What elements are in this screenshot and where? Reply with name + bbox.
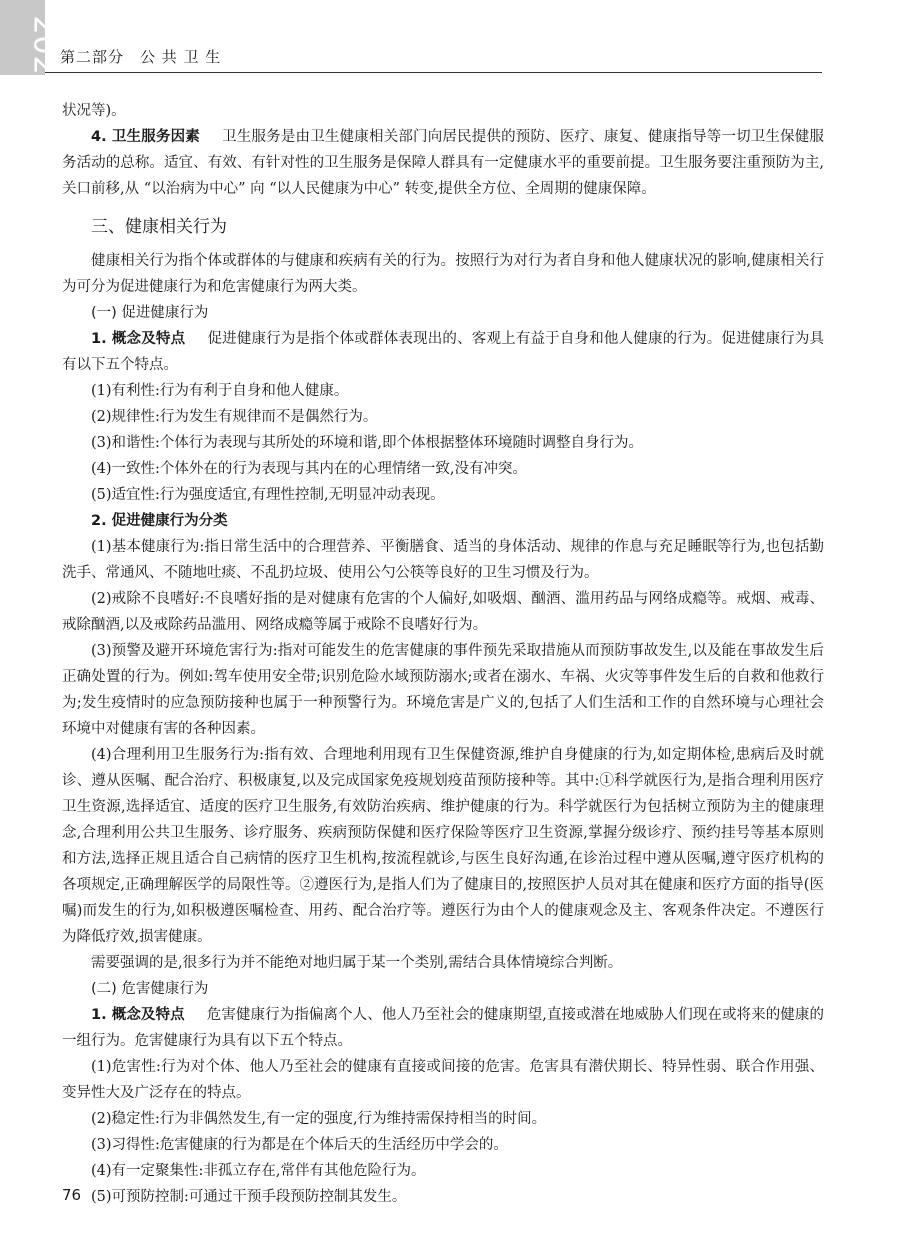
paragraph-text: 促进健康行为是指个体或群体表现出的、客观上有益于自身和他人健康的行为。促进健康行为具有以下五个特点。 — [62, 331, 825, 373]
paragraph — [62, 1184, 824, 1210]
paragraph — [62, 508, 824, 534]
paragraph — [62, 950, 824, 976]
paragraph-text: 健康相关行为指个体或群体的与健康和疾病有关的行为。按照行为对行为者自身和他人健康状况的影响,健康相关行为可分为促进健康行为和危害健康行为两大类。 — [62, 253, 824, 295]
subsection-heading: (一) 促进健康行为 — [91, 305, 209, 321]
paragraph — [62, 534, 824, 586]
paragraph-text: (1)基本健康行为:指日常生活中的合理营养、平衡膳食、适当的身体活动、规律的作息与充足睡眠等行为,也包括勤洗手、常通风、不随地吐痰、不乱扔垃圾、使用公勺公筷等良好的卫生习惯及行为。 — [62, 539, 824, 581]
paragraph-lead: 1. 概念及特点 — [91, 331, 186, 347]
paragraph-text: (1)危害性:行为对个体、他人乃至社会的健康有直接或间接的危害。危害具有潜伏期长、特异性弱、联合作用强、变异性大及广泛存在的特点。 — [62, 1059, 824, 1101]
paragraph — [62, 1002, 824, 1054]
paragraph — [62, 98, 824, 124]
paragraph — [62, 1106, 824, 1132]
paragraph-text: (2)戒除不良嗜好:不良嗜好指的是对健康有危害的个人偏好,如吸烟、酗酒、滥用药品与网络成瘾等。戒烟、戒毒、戒除酗酒,以及戒除药品滥用、网络成瘾等属于戒除不良嗜好行为。 — [62, 591, 824, 633]
paragraph-text: (2)稳定性:行为非偶然发生,有一定的强度,行为维持需保持相当的时间。 — [91, 1111, 547, 1127]
paragraph — [62, 378, 824, 404]
section-heading: 三、健康相关行为 — [91, 217, 227, 237]
paragraph-text: (5)可预防控制:可通过干预手段预防控制其发生。 — [91, 1189, 407, 1205]
page-body — [62, 98, 824, 1210]
paragraph-text: 状况等)。 — [62, 103, 126, 119]
paragraph-text: (4)合理利用卫生服务行为:指有效、合理地利用现有卫生保健资源,维护自身健康的行为,如定期体检,患病后及时就诊、遵从医嘱、配合治疗、积极康复,以及完成国家免疫规划疫苗预防接种等。其中:①科学就医行为,是指合理利用医疗卫生资源,选择适宜、适度的医疗卫生服务,有效防治疾病、维护健康的行为。科学就医行为包括树立预防为主的健康理念,合理利用公共卫生服务、诊疗服务、疾病预防保健和医疗保险等医疗卫生资源,掌握分级诊疗、预约挂号等基本原则和方法,选择正规且适合自己病情的医疗卫生机构,按流程就诊,与医生良好沟通,在诊治过程中遵从医嘱,遵守医疗机构的各项规定,正确理解医学的局限性等。②遵医行为,是指人们为了健康目的,按照医护人员对其在健康和医疗方面的指导(医嘱)而发生的行为,如积极遵医嘱检查、用药、配合治疗等。遵医行为由个人的健康观念及主、客观条件决定。不遵医行为降低疗效,损害健康。 — [62, 747, 824, 945]
paragraph — [62, 586, 824, 638]
paragraph-text: (3)和谐性:个体行为表现与其所处的环境和谐,即个体根据整体环境随时调整自身行为。 — [91, 435, 644, 451]
paragraph-text: (5)适宜性:行为强度适宜,有理性控制,无明显冲动表现。 — [91, 487, 445, 503]
paragraph-text: 危害健康行为指偏离个人、他人乃至社会的健康期望,直接或潜在地威胁人们现在或将来的健康的一组行为。危害健康行为具有以下五个特点。 — [62, 1007, 824, 1049]
paragraph — [62, 1054, 824, 1106]
page-number: 76 — [62, 1186, 82, 1204]
paragraph-text: (3)习得性:危害健康的行为都是在个体后天的生活经历中学会的。 — [91, 1137, 508, 1153]
edition-year: 2025 — [26, 15, 62, 96]
paragraph — [62, 248, 824, 300]
paragraph-lead: 4. 卫生服务因素 — [91, 129, 200, 145]
paragraph-lead: 1. 概念及特点 — [91, 1007, 185, 1023]
paragraph — [62, 326, 824, 378]
paragraph — [62, 1132, 824, 1158]
header-rule — [45, 72, 822, 73]
running-head: 第二部分 公 共 卫 生 — [60, 48, 222, 66]
paragraph — [62, 1158, 824, 1184]
subsection-heading: (二) 危害健康行为 — [91, 981, 209, 997]
paragraph-text: (4)有一定聚集性:非孤立存在,常伴有其他危险行为。 — [91, 1163, 426, 1179]
paragraph-text: (4)一致性:个体外在的行为表现与其内在的心理情绪一致,没有冲突。 — [91, 461, 528, 477]
paragraph-text: (3)预警及避开环境危害行为:指对可能发生的危害健康的事件预先采取措施从而预防事故发生,以及能在事故发生后正确处置的行为。例如:驾车使用安全带;识别危险水域预防溺水;或者在溺水、车祸、火灾等事件发生后的自救和他救行为;发生疫情时的应急预防接种也属于一种预警行为。环境危害是广义的,包括了人们生活和工作的自然环境与心理社会环境中对健康有害的各种因素。 — [62, 643, 824, 737]
paragraph-text: (1)有利性:行为有利于自身和他人健康。 — [91, 383, 349, 399]
paragraph-text: 需要强调的是,很多行为并不能绝对地归属于某一个类别,需结合具体情境综合判断。 — [91, 955, 623, 971]
paragraph — [62, 430, 824, 456]
paragraph — [62, 482, 824, 508]
paragraph-lead: 2. 促进健康行为分类 — [91, 513, 228, 529]
paragraph-text: 卫生服务是由卫生健康相关部门向居民提供的预防、医疗、康复、健康指导等一切卫生保健服务活动的总称。适宜、有效、有针对性的卫生服务是保障人群具有一定健康水平的重要前提。卫生服务要注重预防为主,关口前移,从 “以治病为中心” 向 “以人民健康为中心” 转变,提供全方位、全周期的健康保障。 — [62, 129, 824, 197]
paragraph — [62, 404, 824, 430]
paragraph — [62, 742, 824, 950]
paragraph-text: (2)规律性:行为发生有规律而不是偶然行为。 — [91, 409, 378, 425]
paragraph — [62, 456, 824, 482]
paragraph — [62, 124, 824, 202]
paragraph — [62, 638, 824, 742]
edition-side-tab — [0, 0, 62, 96]
